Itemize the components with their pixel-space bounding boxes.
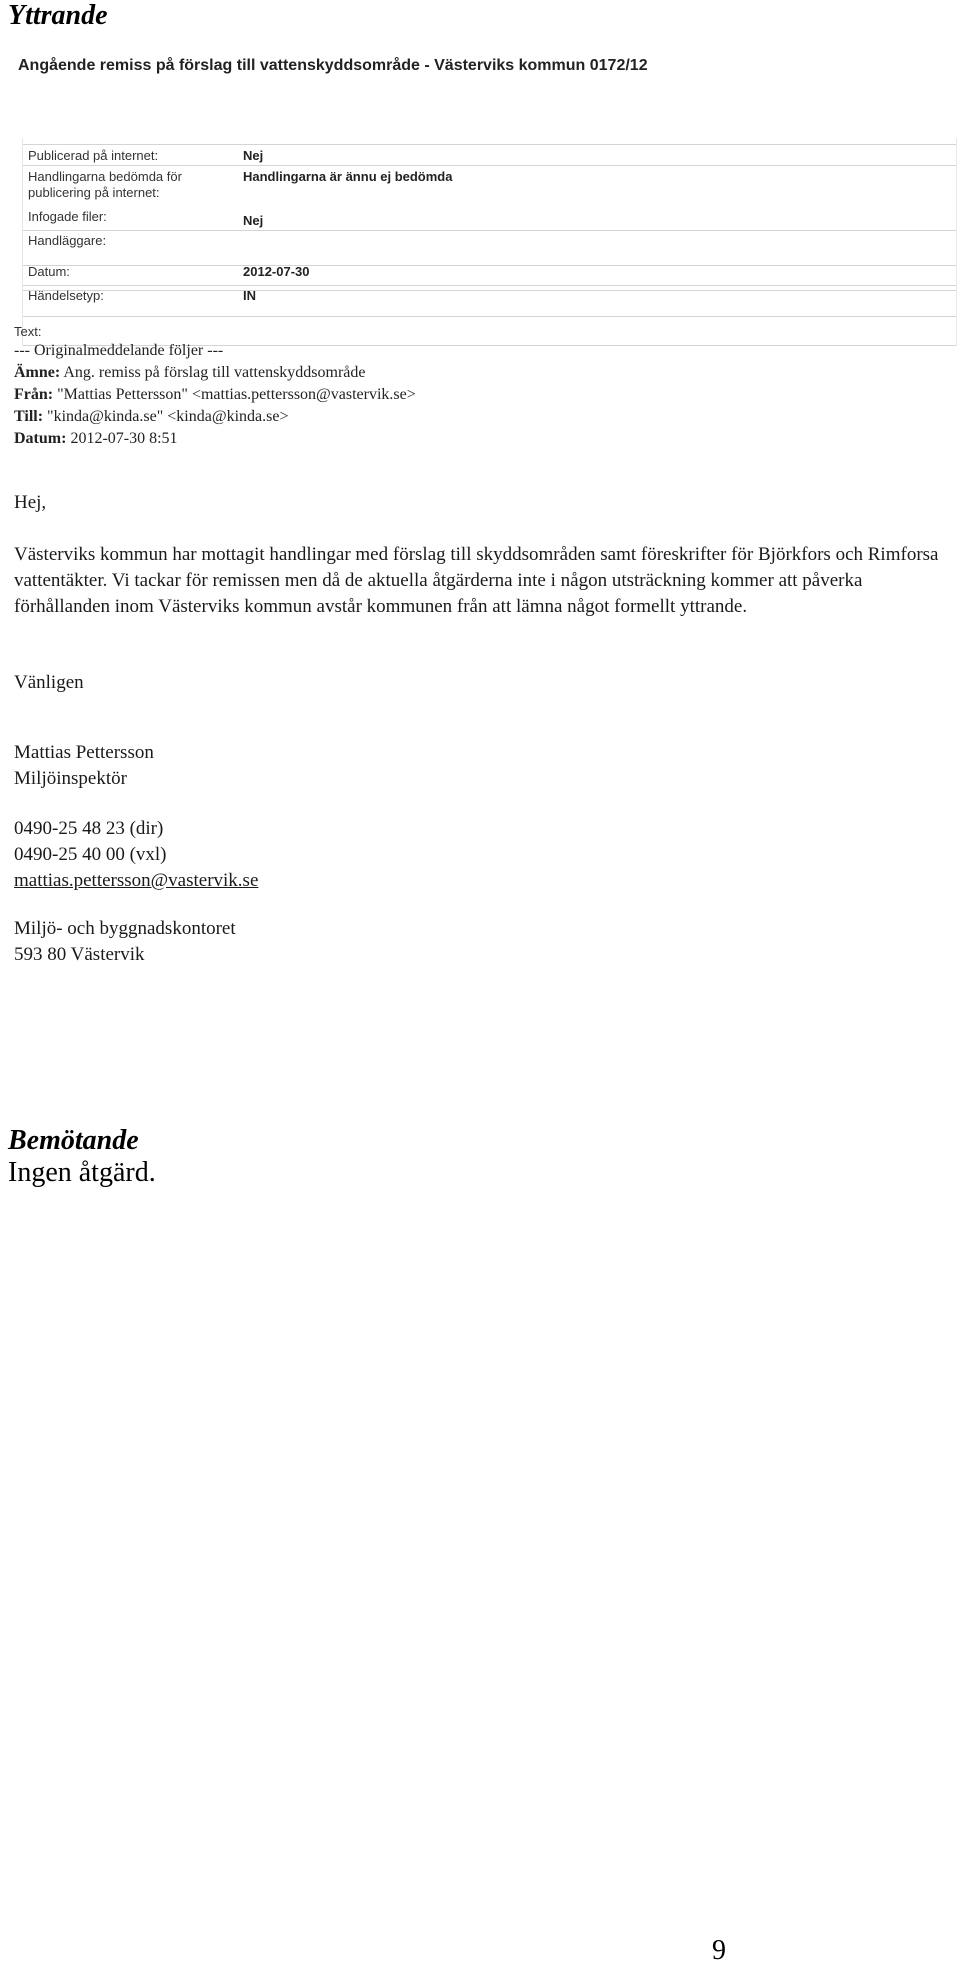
signature-office: Miljö- och byggnadskontoret (14, 918, 236, 939)
table-rule (22, 285, 957, 286)
signature-address: 593 80 Västervik (14, 944, 145, 965)
signature-title: Miljöinspektör (14, 768, 127, 789)
email-header-value: "kinda@kinda.se" <kinda@kinda.se> (47, 408, 289, 425)
forwarded-marker: --- Originalmeddelande följer --- (14, 342, 224, 359)
table-rule (956, 138, 957, 346)
metadata-label-date: Datum: (28, 264, 70, 279)
metadata-table (22, 138, 957, 346)
email-header-key: Ämne: (14, 364, 61, 381)
signature-name: Mattias Pettersson (14, 742, 154, 763)
table-rule (22, 138, 23, 346)
email-header-to (14, 406, 288, 428)
email-header-value: 2012-07-30 8:51 (70, 430, 178, 447)
metadata-label-event-type: Händelsetyp: (28, 288, 104, 303)
metadata-label-handler: Handläggare: (28, 233, 107, 248)
text-field-label: Text: (14, 324, 42, 339)
signature-phone-switch: 0490-25 40 00 (vxl) (14, 844, 167, 865)
scanned-email-printout (0, 40, 960, 1020)
email-header-value: Ang. remiss på förslag till vattenskyddsområde (63, 364, 366, 381)
metadata-value-date: 2012-07-30 (243, 264, 310, 279)
metadata-label-published: Publicerad på internet: (28, 148, 159, 163)
email-header-key: Till: (14, 408, 44, 425)
signature-email-row (14, 868, 944, 894)
table-rule (22, 316, 957, 317)
table-rule (22, 265, 957, 266)
signature-email-link[interactable]: mattias.pettersson@vastervik.se (14, 870, 259, 891)
email-header-subject (14, 362, 366, 384)
email-header-key: Datum: (14, 430, 67, 447)
resolution-text: Ingen åtgärd. (8, 1157, 156, 1188)
table-rule (22, 230, 957, 231)
metadata-value-published: Nej (243, 148, 264, 163)
table-rule (22, 165, 957, 166)
email-header-value: "Mattias Pettersson" <mattias.pettersson@vastervik.se> (57, 386, 416, 403)
metadata-value-event-type: IN (243, 288, 256, 303)
email-header-from (14, 384, 416, 406)
section-heading-bemotande: Bemötande (8, 1125, 139, 1156)
email-header-date (14, 428, 178, 450)
email-greeting: Hej, (14, 492, 47, 513)
email-header-key: Från: (14, 386, 54, 403)
metadata-value-assessed: Handlingarna är ännu ej bedömda (243, 169, 453, 184)
page-number: 9 (712, 1935, 726, 1966)
email-body: Västerviks kommun har mottagit handlingar med förslag till skyddsområden samt föreskrifter för Björkfors och Rimforsa vattentäkter. Vi tackar för remissen men då de aktuella åtgärderna inte i någon utsträckning kommer att påverka förhållanden inom Västerviks kommun avstår kommunen från att lämna något formellt yttrande. (14, 544, 939, 617)
section-heading-yttrande: Yttrande (8, 0, 108, 31)
document-subject-title: Angående remiss på förslag till vattenskyddsområde - Västerviks kommun 0172/12 (18, 57, 648, 74)
signature-phone-direct: 0490-25 48 23 (dir) (14, 818, 164, 839)
metadata-label-assessed: Handlingarna bedömda för publicering på internet: (28, 169, 182, 200)
table-rule (22, 144, 957, 145)
email-closing: Vänligen (14, 672, 84, 693)
table-rule (22, 290, 957, 291)
metadata-label-attached-files: Infogade filer: (28, 209, 107, 224)
metadata-value-attached-files: Nej (243, 213, 264, 228)
